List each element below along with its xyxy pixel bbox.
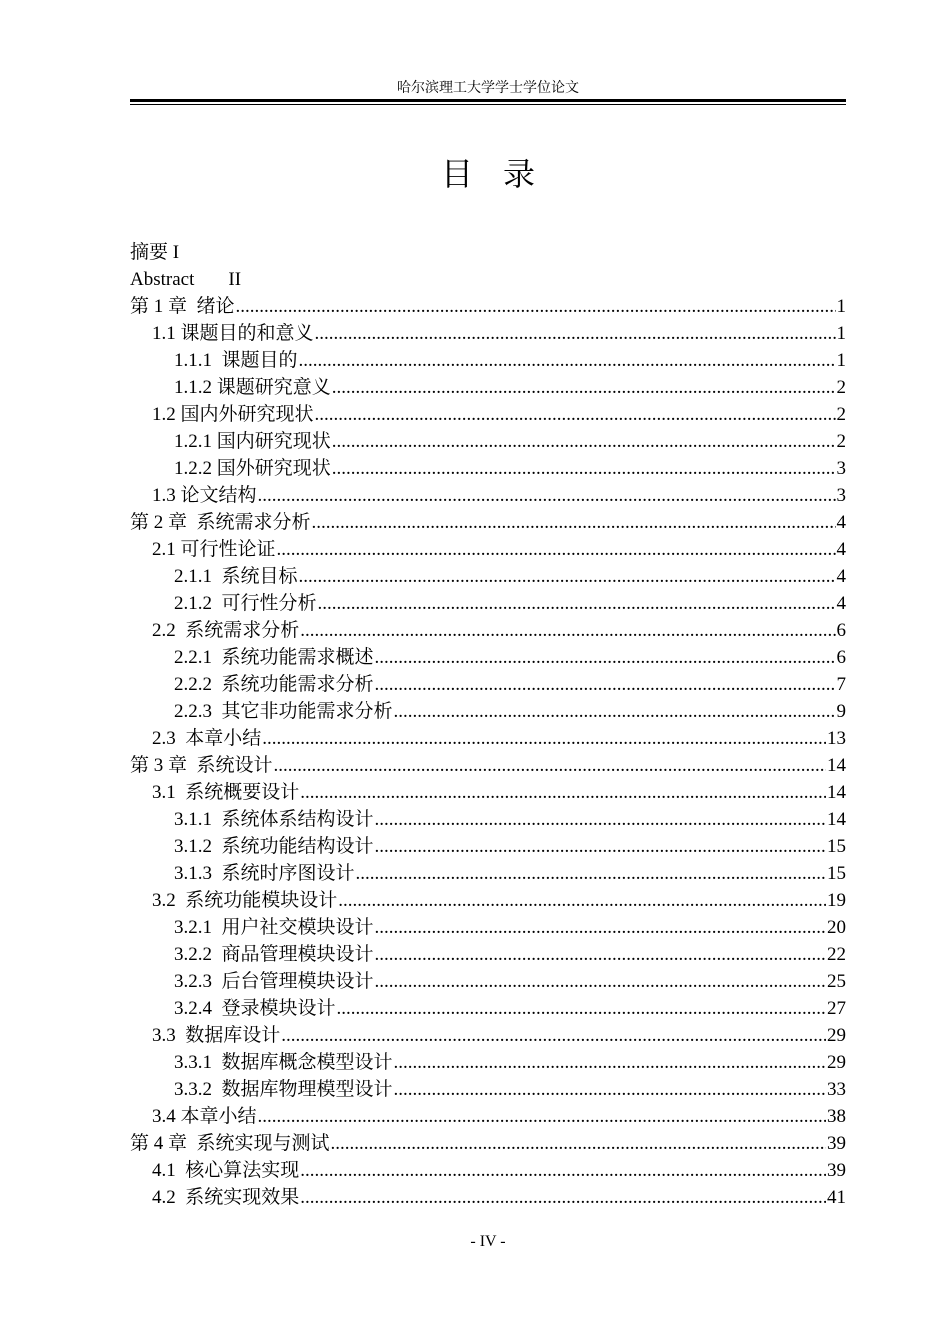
toc-entry-title: 可行性论证 [175,539,276,560]
toc-entry-page: 13 [827,728,846,749]
toc-dot-leader [318,590,836,617]
toc-entry-number: 2.2.3 [174,701,212,722]
toc-entry-title: 系统实现与测试 [187,1133,330,1154]
toc-entry-title: 系统设计 [187,755,273,776]
toc-entry-page: 15 [827,836,846,857]
toc-dot-leader [281,1022,826,1049]
toc-entry-page: 22 [827,944,846,965]
toc-entry-number: 3.2.4 [174,998,212,1019]
toc-entry-number: 1.2.2 [174,458,212,479]
toc-dot-leader [332,428,836,455]
toc-entry-number: 3.4 [152,1106,176,1127]
toc-entry-page: 25 [827,971,846,992]
toc-entry-page: 3 [836,485,846,506]
toc-entry[interactable] [130,455,846,482]
toc-entry[interactable] [130,401,846,428]
toc-entry-title: 其它非功能需求分析 [212,701,393,722]
toc-dot-leader [375,644,836,671]
toc-dot-leader [332,374,836,401]
toc-entry-page: 1 [836,350,846,371]
toc-entry-page: 29 [827,1025,846,1046]
toc-entry-number: 2.2.2 [174,674,212,695]
toc-entry-number: 2.1.2 [174,593,212,614]
toc-entry-number: 2.2 [152,620,176,641]
header-rule-thick [130,99,846,102]
toc-entry-title: 登录模块设计 [212,998,336,1019]
toc-dot-leader [262,725,826,752]
toc-entry-number: 3.1.3 [174,863,212,884]
toc-entry-number: 第 4 章 [130,1133,188,1154]
toc-dot-leader [338,887,826,914]
toc-entry-number: 1.1.1 [174,350,212,371]
toc-entry[interactable] [130,725,846,752]
toc-entry-title: 论文结构 [175,485,257,506]
toc-entry[interactable] [130,995,846,1022]
toc-entry-number: 摘要 [130,242,169,263]
toc-entry-number: 2.3 [152,728,176,749]
toc-entry-number: 1.3 [152,485,176,506]
toc-entry[interactable] [130,347,846,374]
toc-entry-title: 系统需求分析 [187,512,311,533]
toc-entry-page: 1 [836,323,846,344]
toc-dot-leader [300,617,835,644]
toc-entry-page: 39 [827,1133,846,1154]
toc-dot-leader [274,752,826,779]
toc-entry-page: 14 [827,782,846,803]
toc-entry-page: 29 [827,1052,846,1073]
toc-entry-title: 课题目的 [212,350,298,371]
toc-entry-title: 系统功能需求概述 [212,647,374,668]
toc-entry-number: 1.1 [152,323,176,344]
toc-entry-page: 27 [827,998,846,1019]
toc-dot-leader [315,320,836,347]
toc-entry-title: 系统功能结构设计 [212,836,374,857]
toc-entry-title: 课题研究意义 [212,377,331,398]
toc-entry[interactable] [130,1022,846,1049]
toc-entry[interactable] [130,590,846,617]
toc-dot-leader [300,1157,826,1184]
toc-entry-title: 核心算法实现 [175,1160,300,1181]
toc-entry-title: 本章小结 [175,728,262,749]
toc-entry-title: 数据库设计 [175,1025,281,1046]
toc-entry-number: 第 3 章 [130,755,188,776]
toc-entry-title: 数据库概念模型设计 [212,1052,393,1073]
toc-entry[interactable] [130,536,846,563]
toc-entry[interactable] [130,698,846,725]
toc-entry-page: 7 [836,674,846,695]
toc-entry[interactable] [130,428,846,455]
toc-entry-page: 33 [827,1079,846,1100]
toc-dot-leader [375,914,826,941]
toc-entry-page: 38 [827,1106,846,1127]
toc-entry[interactable] [130,1076,846,1103]
toc-entry[interactable] [130,266,846,293]
toc-entry-title: 本章小结 [175,1106,257,1127]
toc-entry-title: 系统功能需求分析 [212,674,374,695]
toc-entry-title: 国内研究现状 [212,431,331,452]
toc-dot-leader [337,995,826,1022]
toc-entry[interactable] [130,1130,846,1157]
toc-entry[interactable] [130,239,846,266]
toc-entry-title: 系统体系结构设计 [212,809,374,830]
toc-entry[interactable] [130,293,846,320]
toc-dot-leader [300,779,826,806]
toc-entry-page: 15 [827,863,846,884]
toc-dot-leader [258,482,836,509]
toc-entry-page: 2 [836,377,846,398]
toc-entry-title: 系统时序图设计 [212,863,355,884]
toc-entry-number: 2.1.1 [174,566,212,587]
toc-dot-leader [300,1184,826,1211]
toc-dot-leader [312,509,836,536]
toc-entry-page: 41 [827,1187,846,1208]
toc-entry[interactable] [130,671,846,698]
toc-entry-page: 19 [827,890,846,911]
toc-entry-title: 用户社交模块设计 [212,917,374,938]
toc-entry[interactable] [130,752,846,779]
toc-entry[interactable] [130,779,846,806]
toc-entry-number: 2.2.1 [174,647,212,668]
toc-entry[interactable] [130,644,846,671]
toc-entry-title: 系统概要设计 [175,782,300,803]
toc-entry[interactable] [130,914,846,941]
toc-entry-number: 4.1 [152,1160,176,1181]
toc-entry-title: 系统功能模块设计 [175,890,338,911]
toc-entry[interactable] [130,1049,846,1076]
toc-entry-number: 2.1 [152,539,176,560]
page-header: 哈尔滨理工大学学士学位论文 [397,81,579,96]
toc-entry-number: Abstract [130,269,195,290]
toc-entry-number: 3.2 [152,890,176,911]
toc-entry[interactable] [130,1157,846,1184]
toc-entry-number: 4.2 [152,1187,176,1208]
toc-entry-title: 商品管理模块设计 [212,944,374,965]
toc-entry-title: 国外研究现状 [212,458,331,479]
toc-entry-page: 20 [827,917,846,938]
toc-dot-leader [375,968,826,995]
toc-entry-page: 14 [827,809,846,830]
toc-entry-number: 第 1 章 [130,296,188,317]
toc-dot-leader [375,941,826,968]
toc-entry-page: 2 [836,431,846,452]
toc-entry[interactable] [130,887,846,914]
toc-dot-leader [375,671,836,698]
toc-dot-leader [356,860,826,887]
toc-entry-number: 3.3.1 [174,1052,212,1073]
toc-entry-number: 3.2.2 [174,944,212,965]
toc-entry-page: 4 [836,593,846,614]
toc-entry-page: 2 [836,404,846,425]
toc-entry-page: 4 [836,566,846,587]
toc-entry[interactable] [130,968,846,995]
toc-dot-leader [331,1130,826,1157]
toc-entry[interactable] [130,833,846,860]
toc-entry-title: 课题目的和意义 [175,323,314,344]
toc-dot-leader [394,698,836,725]
toc-entry-number: 3.2.3 [174,971,212,992]
toc-dot-leader [375,806,826,833]
page-number: - IV - [470,1233,506,1250]
toc-entry-page: 3 [836,458,846,479]
toc-dot-leader [258,1103,826,1130]
toc-entry[interactable] [130,941,846,968]
table-of-contents [130,239,846,1211]
toc-entry-title: 数据库物理模型设计 [212,1079,393,1100]
toc-entry[interactable] [130,509,846,536]
toc-entry-number: 3.1.2 [174,836,212,857]
toc-entry-page: 1 [836,296,846,317]
toc-entry[interactable] [130,806,846,833]
toc-entry-title: 后台管理模块设计 [212,971,374,992]
toc-entry[interactable] [130,374,846,401]
toc-entry-title: 可行性分析 [212,593,317,614]
toc-entry-title: 系统实现效果 [175,1187,300,1208]
toc-entry-title: I [168,242,180,263]
toc-dot-leader [236,293,836,320]
toc-entry-page: 6 [836,647,846,668]
toc-entry-number: 3.2.1 [174,917,212,938]
header-rule-thin [130,104,846,105]
toc-dot-leader [375,833,826,860]
toc-entry-title: 系统目标 [212,566,298,587]
toc-dot-leader [394,1049,826,1076]
toc-entry-page: 4 [836,512,846,533]
toc-entry[interactable] [130,860,846,887]
toc-entry[interactable] [130,617,846,644]
toc-entry[interactable] [130,320,846,347]
toc-dot-leader [299,347,836,374]
toc-entry-number: 第 2 章 [130,512,188,533]
toc-entry-title: 国内外研究现状 [175,404,314,425]
toc-entry-page: 14 [827,755,846,776]
toc-dot-leader [299,563,836,590]
toc-dot-leader [315,401,836,428]
toc-entry-title: II [228,269,242,290]
toc-entry-number: 1.2.1 [174,431,212,452]
toc-dot-leader [394,1076,826,1103]
toc-entry-number: 1.2 [152,404,176,425]
toc-entry[interactable] [130,1184,846,1211]
toc-title: 目录 [440,156,565,192]
toc-entry-page: 4 [836,539,846,560]
toc-entry[interactable] [130,482,846,509]
toc-entry-number: 3.1.1 [174,809,212,830]
toc-dot-leader [277,536,836,563]
toc-entry-number: 3.3.2 [174,1079,212,1100]
toc-entry-title: 绪论 [187,296,235,317]
toc-dot-leader [332,455,836,482]
toc-entry-page: 39 [827,1160,846,1181]
toc-entry-number: 3.3 [152,1025,176,1046]
toc-entry-number: 1.1.2 [174,377,212,398]
toc-entry-title: 系统需求分析 [175,620,300,641]
toc-entry-number: 3.1 [152,782,176,803]
toc-entry[interactable] [130,1103,846,1130]
toc-entry-page: 6 [836,620,846,641]
toc-entry-page: 9 [836,701,846,722]
toc-entry[interactable] [130,563,846,590]
